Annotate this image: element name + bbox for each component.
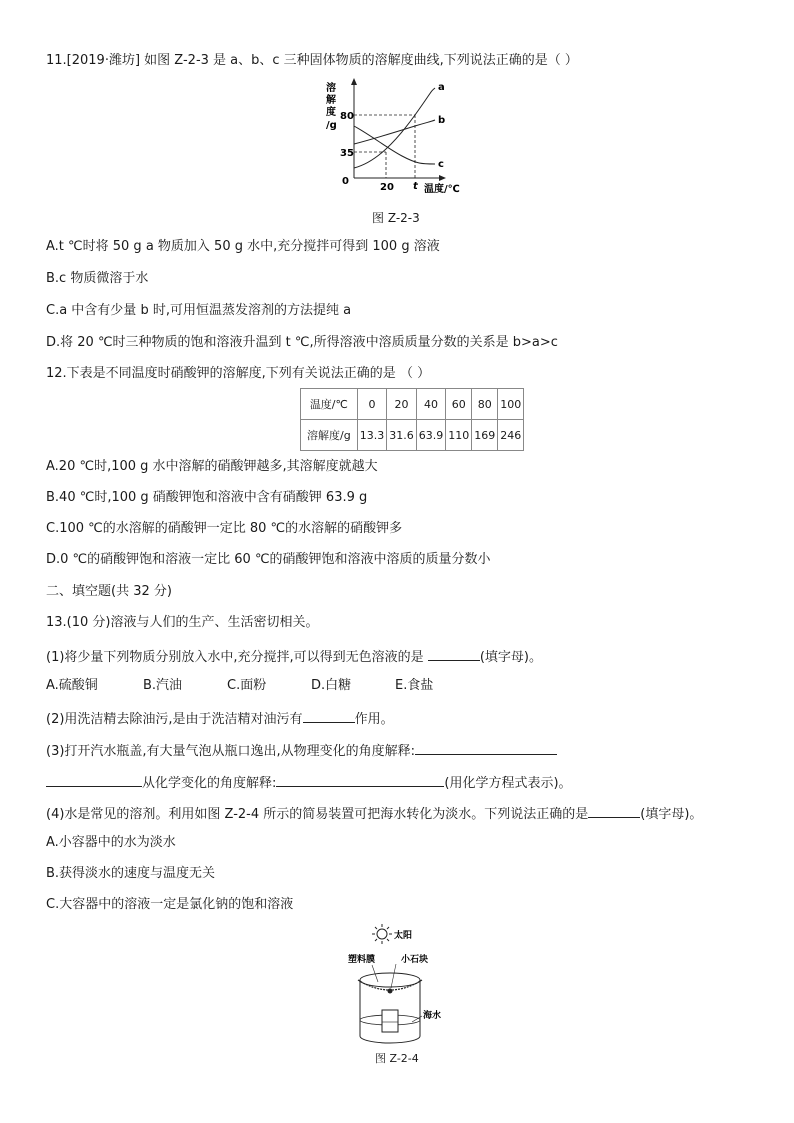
q13-part1-text: (1)将少量下列物质分别放入水中,充分搅拌,可以得到无色溶液的是 bbox=[46, 650, 428, 665]
curve-a bbox=[354, 88, 435, 168]
option-salt: E.食盐 bbox=[395, 678, 434, 693]
q13-part1-suffix: (填字母)。 bbox=[479, 650, 542, 665]
table-cell: 169 bbox=[472, 420, 498, 451]
table-cell: 60 bbox=[446, 389, 472, 420]
q12-option-d: D.0 ℃的硝酸钾饱和溶液一定比 60 ℃的硝酸钾饱和溶液中溶质的质量分数小 bbox=[46, 552, 491, 567]
option-flour: C.面粉 bbox=[227, 678, 267, 693]
option-gasoline: B.汽油 bbox=[143, 678, 183, 693]
plastic-film-label: 塑料膜 bbox=[348, 955, 376, 965]
table-row bbox=[301, 420, 524, 451]
x-axis-arrow bbox=[439, 175, 446, 181]
x-tick-20: 20 bbox=[380, 182, 394, 193]
q13-part4-option-a: A.小容器中的水为淡水 bbox=[46, 835, 176, 850]
option-sugar: D.白糖 bbox=[311, 678, 352, 693]
q13-part4-option-c: C.大容器中的溶液一定是氯化钠的饱和溶液 bbox=[46, 897, 294, 912]
table-cell: 246 bbox=[498, 420, 524, 451]
q13-part4-option-b: B.获得淡水的速度与温度无关 bbox=[46, 866, 216, 881]
answer-blank[interactable] bbox=[303, 708, 355, 723]
solubility-curve-figure bbox=[322, 78, 474, 198]
curve-c bbox=[354, 126, 435, 164]
curve-c-label: c bbox=[438, 159, 444, 170]
y-tick-80: 80 bbox=[340, 111, 354, 122]
answer-blank[interactable] bbox=[588, 803, 640, 818]
table-header-solubility: 溶解度/g bbox=[301, 420, 358, 451]
seawater-label: 海水 bbox=[423, 1011, 442, 1021]
y-axis-label-1: 溶 bbox=[326, 83, 336, 94]
q13-part4-text: (4)水是常见的溶剂。利用如图 Z-2-4 所示的简易装置可把海水转化为淡水。下列说法正确的是 bbox=[46, 807, 589, 822]
stone-pointer bbox=[391, 964, 396, 988]
q13-part4-suffix: (填字母)。 bbox=[640, 807, 703, 822]
desalination-apparatus-figure bbox=[340, 922, 460, 1048]
table-cell: 13.3 bbox=[357, 420, 387, 451]
table-cell: 31.6 bbox=[387, 420, 417, 451]
q12-option-a: A.20 ℃时,100 g 水中溶解的硝酸钾越多,其溶解度就越大 bbox=[46, 459, 378, 474]
container-rim bbox=[360, 973, 420, 987]
figure-caption-z-2-3: 图 Z-2-3 bbox=[372, 211, 420, 225]
q13-part3 bbox=[46, 740, 557, 761]
q13-part2-text: (2)用洗洁精去除油污,是由于洗洁精对油污有 bbox=[46, 712, 303, 727]
answer-blank[interactable] bbox=[415, 740, 557, 755]
solubility-table bbox=[300, 388, 524, 451]
q13-part3-text: (3)打开汽水瓶盖,有大量气泡从瓶口逸出,从物理变化的角度解释: bbox=[46, 744, 416, 759]
table-cell: 63.9 bbox=[416, 420, 446, 451]
y-axis-label-2: 解 bbox=[326, 95, 336, 106]
q13-part1 bbox=[46, 646, 542, 667]
curve-b-label: b bbox=[438, 115, 446, 126]
origin-label: 0 bbox=[342, 176, 349, 187]
q12-option-b: B.40 ℃时,100 g 硝酸钾饱和溶液中含有硝酸钾 63.9 g bbox=[46, 490, 368, 505]
q13-part3-suffix: (用化学方程式表示)。 bbox=[444, 776, 572, 791]
table-cell: 80 bbox=[472, 389, 498, 420]
q11-option-c: C.a 中含有少量 b 时,可用恒温蒸发溶剂的方法提纯 a bbox=[46, 303, 352, 318]
table-cell: 20 bbox=[387, 389, 417, 420]
figure-caption-z-2-4: 图 Z-2-4 bbox=[375, 1052, 419, 1065]
q13-part2 bbox=[46, 708, 394, 729]
q12-option-c: C.100 ℃的水溶解的硝酸钾一定比 80 ℃的水溶解的硝酸钾多 bbox=[46, 521, 403, 536]
small-cup bbox=[382, 1010, 398, 1032]
y-axis-arrow bbox=[351, 78, 357, 85]
q13-part2-suffix: 作用。 bbox=[354, 712, 394, 727]
table-header-temperature: 温度/℃ bbox=[301, 389, 358, 420]
small-stone-label: 小石块 bbox=[401, 955, 429, 965]
q13-part3-continued bbox=[46, 772, 572, 793]
q13-part4 bbox=[46, 803, 702, 824]
q13-stem: 13.(10 分)溶液与人们的生产、生活密切相关。 bbox=[46, 615, 319, 630]
x-axis-label: 温度/℃ bbox=[424, 184, 460, 195]
y-axis-label-3: 度 bbox=[326, 107, 336, 118]
section-heading: 二、填空题(共 32 分) bbox=[46, 584, 172, 599]
y-tick-35: 35 bbox=[340, 148, 354, 159]
table-cell: 110 bbox=[446, 420, 472, 451]
table-cell: 100 bbox=[498, 389, 524, 420]
table-row bbox=[301, 389, 524, 420]
q11-option-b: B.c 物质微溶于水 bbox=[46, 271, 149, 286]
table-cell: 40 bbox=[416, 389, 446, 420]
q11-stem: 11.[2019·潍坊] 如图 Z-2-3 是 a、b、c 三种固体物质的溶解度曲线,下列说法正确的是（ ） bbox=[46, 53, 578, 68]
table-cell: 0 bbox=[357, 389, 387, 420]
q11-option-a: A.t ℃时将 50 g a 物质加入 50 g 水中,充分搅拌可得到 100 g 溶液 bbox=[46, 239, 440, 254]
answer-blank[interactable] bbox=[428, 646, 480, 661]
sun-icon bbox=[372, 924, 392, 944]
small-stone-icon bbox=[388, 989, 393, 994]
q13-part1-options bbox=[46, 677, 433, 695]
container-bottom bbox=[360, 1036, 420, 1043]
curve-a-label: a bbox=[438, 82, 445, 93]
q13-part3-chem-text: 从化学变化的角度解释: bbox=[142, 776, 277, 791]
option-copper-sulfate: A.硫酸铜 bbox=[46, 678, 98, 693]
q12-stem: 12.下表是不同温度时硝酸钾的溶解度,下列有关说法正确的是 （ ） bbox=[46, 366, 431, 381]
answer-blank[interactable] bbox=[46, 772, 142, 787]
sun-label: 太阳 bbox=[394, 931, 413, 941]
x-tick-t: t bbox=[413, 181, 418, 192]
q11-option-d: D.将 20 ℃时三种物质的饱和溶液升温到 t ℃,所得溶液中溶质质量分数的关系是 b>a>c bbox=[46, 335, 558, 350]
answer-blank[interactable] bbox=[276, 772, 444, 787]
y-axis-label-4: /g bbox=[326, 120, 337, 131]
